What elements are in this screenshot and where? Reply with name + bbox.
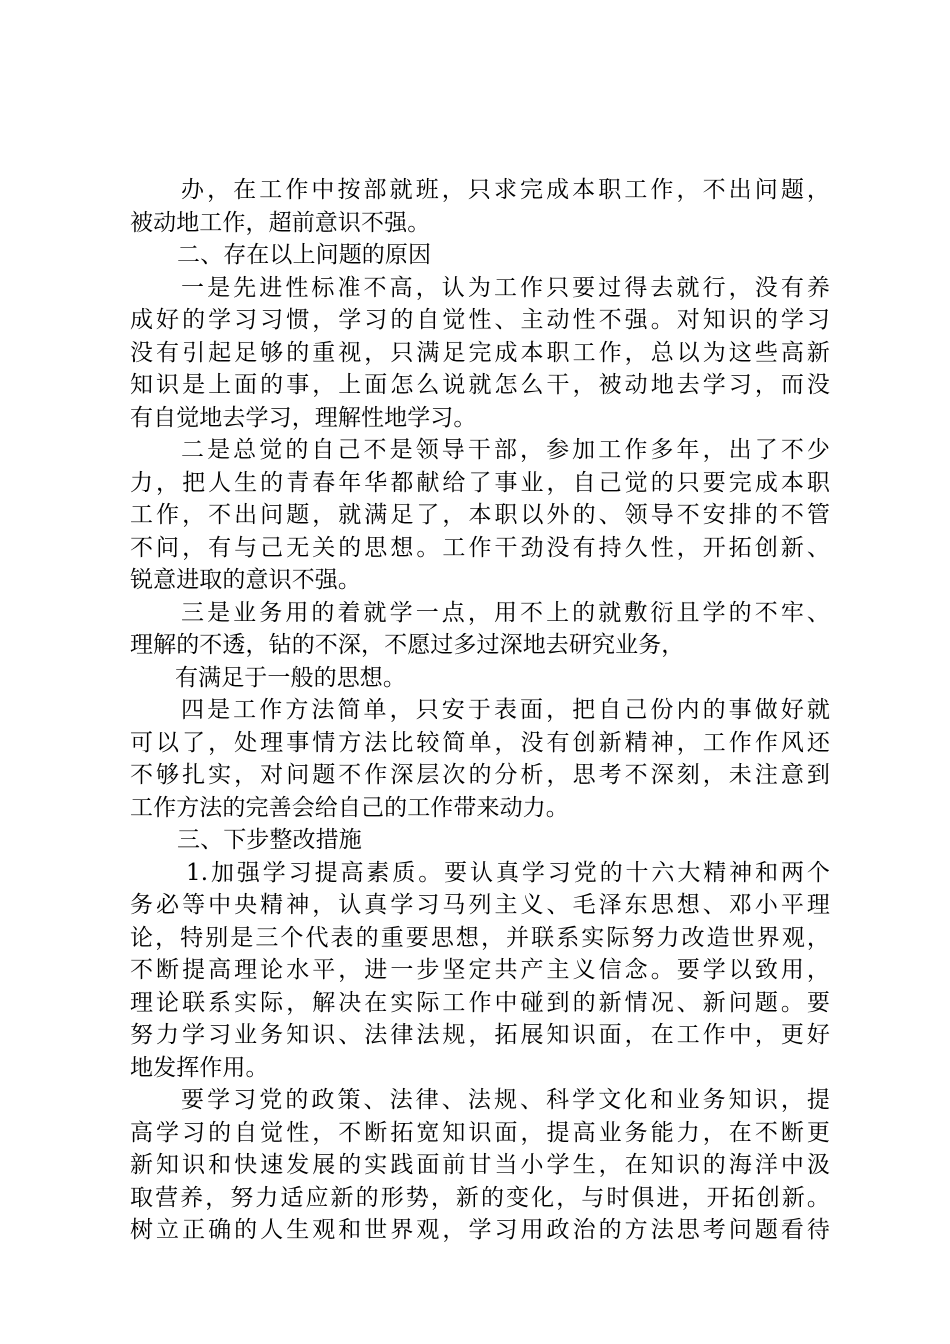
text-line: 四是工作方法简单，只安于表面，把自己份内的事做好就 [181, 697, 830, 723]
text-line: 不够扎实，对问题不作深层次的分析，思考不深刻，未注意到 [130, 762, 830, 788]
text-line: 要学习党的政策、法律、法规、科学文化和业务知识，提 [181, 1087, 830, 1113]
text-line: 地发挥作用。 [130, 1054, 269, 1081]
text-line: 1.加强学习提高素质。要认真学习党的十六大精神和两个 [186, 859, 830, 886]
text-line: 取营养，努力适应新的形势，新的变化，与时俱进，开拓创新。 [130, 1184, 830, 1211]
text-line: 有满足于一般的思想。 [175, 664, 406, 691]
text-line: 新知识和快速发展的实践面前甘当小学生，在知识的海洋中汲 [130, 1152, 830, 1178]
document-body [130, 174, 830, 1247]
text-line: 理解的不透，钻的不深，不愿过多过深地去研究业务， [130, 632, 685, 658]
text-line: 有自觉地去学习，理解性地学习。 [130, 404, 477, 431]
text-line: 工作方法的完善会给自己的工作带来动力。 [130, 794, 569, 821]
text-line: 被动地工作，超前意识不强。 [130, 209, 431, 236]
text-line: 二是总觉的自己不是领导干部，参加工作多年，出了不少 [181, 437, 830, 463]
text-line: 知识是上面的事，上面怎么说就怎么干，被动地去学习，而没 [130, 372, 830, 398]
text-line: 一是先进性标准不高，认为工作只要过得去就行，没有养 [181, 274, 830, 301]
text-line: 理论联系实际，解决在实际工作中碰到的新情况、新问题。要 [130, 989, 830, 1016]
section-heading: 二、存在以上问题的原因 [177, 242, 432, 268]
text-line: 不断提高理论水平，进一步坚定共产主义信念。要学以致用， [130, 957, 830, 983]
text-line: 办，在工作中按部就班，只求完成本职工作，不出问题， [181, 177, 830, 203]
text-line: 努力学习业务知识、法律法规，拓展知识面，在工作中，更好 [130, 1022, 830, 1048]
text-line: 高学习的自觉性，不断拓宽知识面，提高业务能力，在不断更 [130, 1119, 830, 1146]
text-line: 成好的学习习惯，学习的自觉性、主动性不强。对知识的学习 [130, 307, 830, 333]
text-line: 三是业务用的着就学一点，用不上的就敷衍且学的不牢、 [181, 599, 830, 626]
text-line: 论，特别是三个代表的重要思想，并联系实际努力改造世界观， [130, 924, 830, 951]
text-line: 树立正确的人生观和世界观，学习用政治的方法思考问题看待 [130, 1217, 830, 1243]
text-line: 力，把人生的青春年华都献给了事业，自己觉的只要完成本职 [130, 469, 830, 496]
text-line: 锐意进取的意识不强。 [130, 567, 361, 593]
text-line: 不问，有与己无关的思想。工作干劲没有持久性，开拓创新、 [130, 534, 830, 561]
text-line: 可以了，处理事情方法比较简单，没有创新精神，工作作风还 [130, 729, 830, 756]
text-line: 没有引起足够的重视，只满足完成本职工作，总以为这些高新 [130, 339, 830, 366]
section-heading: 三、下步整改措施 [177, 827, 362, 853]
text-line: 工作，不出问题，就满足了，本职以外的、领导不安排的不管 [130, 502, 830, 528]
text-line: 务必等中央精神，认真学习马列主义、毛泽东思想、邓小平理 [130, 892, 830, 918]
